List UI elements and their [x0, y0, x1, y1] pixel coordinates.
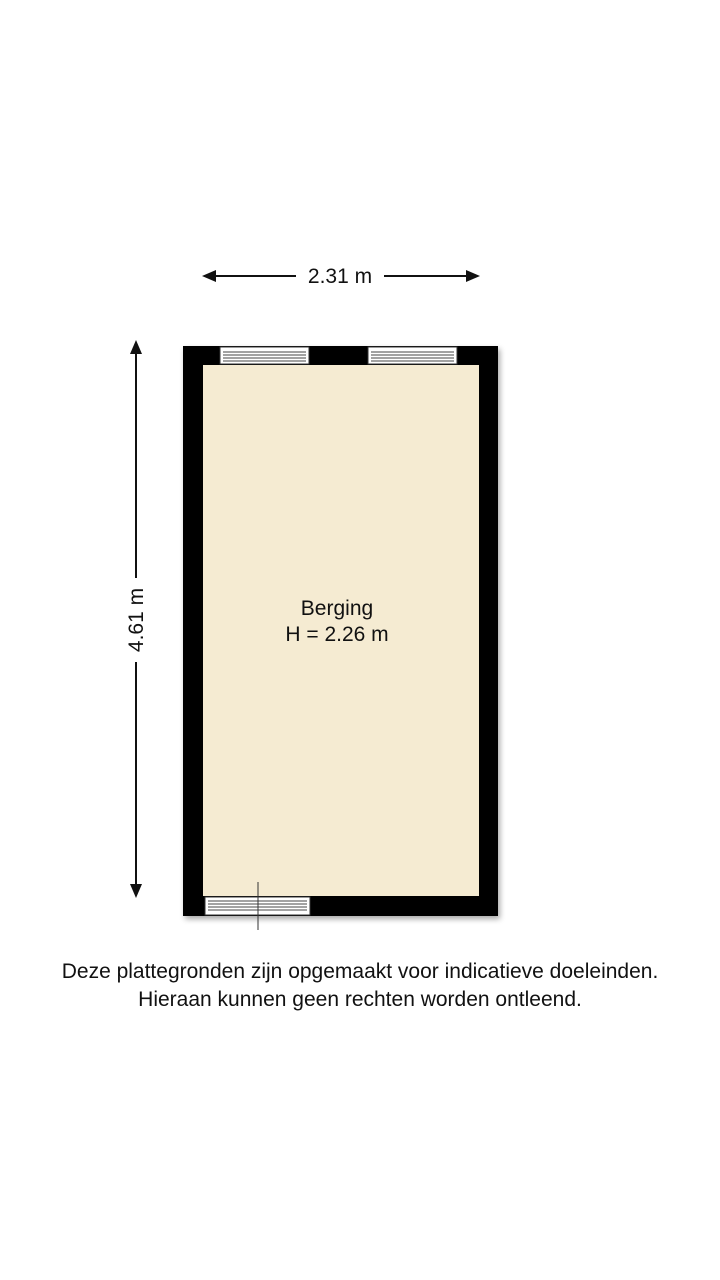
width-arrow-left	[202, 270, 216, 282]
length-dimension	[125, 340, 148, 898]
window-top-right	[368, 347, 457, 364]
disclaimer-line-2: Hieraan kunnen geen rechten worden ontleend.	[138, 988, 582, 1011]
width-dimension	[202, 265, 480, 288]
window-top-left	[220, 347, 309, 364]
length-arrow-bottom	[130, 884, 142, 898]
disclaimer	[0, 958, 720, 1014]
width-dimension-label: 2.31 m	[307, 265, 373, 288]
disclaimer-line-1: Deze plattegronden zijn opgemaakt voor indicatieve doeleinden.	[61, 960, 659, 983]
length-arrow-top	[130, 340, 142, 354]
length-dimension-label: 4.61 m	[125, 587, 148, 653]
width-arrow-right	[466, 270, 480, 282]
room-name: Berging	[300, 597, 374, 620]
room-height: H = 2.26 m	[285, 623, 389, 646]
